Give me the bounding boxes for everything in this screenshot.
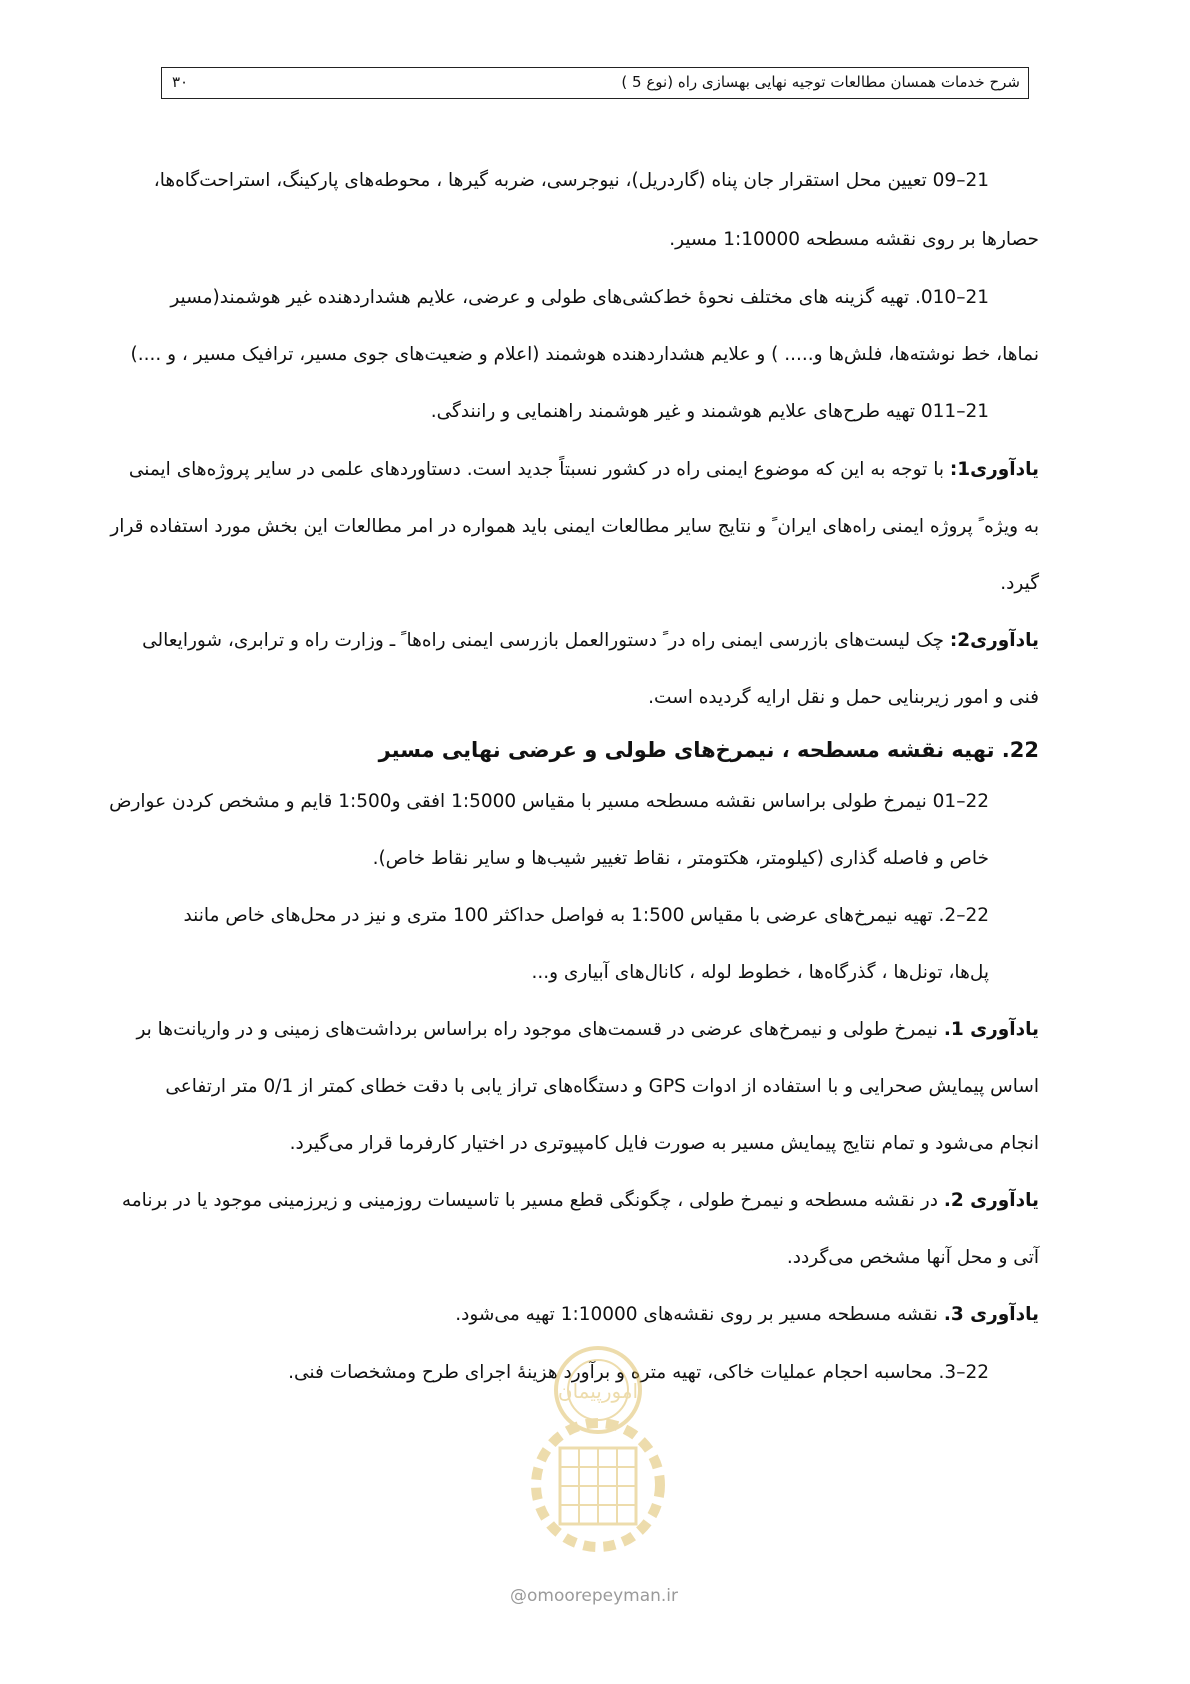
text-line: حصارها بر روی نقشه مسطحه 1:10000 مسیر. [669,229,1039,250]
text-line: انجام می‌شود و تمام نتایج پیمایش مسیر به صورت فایل کامپیوتری در اختیار کارفرما قرار می‌گیرد. [289,1133,1039,1154]
note-label: یادآوری1: [949,459,1039,480]
text-line [171,1300,1039,1330]
note-1 [110,455,1039,599]
text-line: فنی و امور زیربنایی حمل و نقل ارایه گردیده است. [648,687,1039,708]
text-line: پل‌ها، تونل‌ها ، گذرگاه‌ها ، خطوط لوله ، کانال‌های آبیاری و... [531,962,989,983]
note-text: نقشه مسطحه مسیر بر روی نقشه‌های 1:10000 تهیه می‌شود. [455,1304,944,1325]
note-2 [142,626,1039,713]
note-text: با توجه به این که موضوع ایمنی راه در کشور نسبتاً جدید است. دستاوردهای علمی در سایر پروژه‌های ایمنی [128,459,950,480]
page-body [109,166,1039,1388]
section-heading-22: 22. تهیه نقشه مسطحه ، نیمرخ‌های طولی و عرضی نهایی مسیر [378,738,1039,762]
note-label: یادآوری 1. [943,1019,1039,1040]
text-line [142,626,1039,656]
text-line: 21–011 تهیه طرح‌های علایم هوشمند و غیر هوشمند راهنمایی و رانندگی. [430,401,989,422]
paragraph-21-010 [130,283,1039,370]
note-text: در نقشه مسطحه و نیمرخ طولی ، چگونگی قطع مسیر با تاسیسات روزمینی و زیرزمینی موجود یا در برنامه [121,1190,944,1211]
text-line: نماها، خط نوشته‌ها، فلش‌ها و..... ) و علایم هشداردهنده هوشمند (اعلام و ضعیت‌های جوی مسیر، ترافیک مسیر ، و ....) [130,344,1039,365]
text-line: 22–01 نیمرخ طولی براساس نقشه مسطحه مسیر با مقیاس 1:5000 افقی و1:500 قایم و مشخص کردن عوارض [109,791,989,812]
text-line [121,1186,1039,1216]
text-line: به ویژه ً پروژه ایمنی راه‌های ایران ً و نتایج سایر مطالعات ایمنی باید همواره در امر مطالعات این بخش مورد استفاده قرار [110,516,1039,537]
paragraph-22-3: 22–3. محاسبه احجام عملیات خاکی، تهیه متره و برآورد هزینهٔ اجرای طرح ومشخصات فنی. [288,1362,989,1383]
text-line: 21–010. تهیه گزینه های مختلف نحوهٔ خط‌کشی‌های طولی و عرضی، علایم هشداردهنده غیر هوشمند(مسیر [170,287,989,308]
text-line: آتی و محل آنها مشخص می‌گردد. [786,1247,1039,1268]
note-text: چک لیست‌های بازرسی ایمنی راه در ً دستورالعمل بازرسی ایمنی راه‌ها ً ـ وزارت راه و ترابری، شورایعالی [142,630,950,651]
watermark-logo [498,1330,698,1600]
text-line: گیرد. [1000,573,1039,594]
note-22-3 [171,1300,1039,1330]
page-header [161,67,1029,99]
page-number: ۳۰ [172,73,189,91]
note-22-1 [136,1015,1039,1159]
note-22-2 [121,1186,1039,1273]
note-label: یادآوری 3. [943,1304,1039,1325]
note-label: یادآوری 2. [943,1190,1039,1211]
text-line [136,1015,1039,1045]
text-line [128,455,1039,485]
watermark-site: @omoorepeyman.ir [510,1586,679,1606]
document-title: شرح خدمات همسان مطالعات توجیه نهایی بهسازی راه (نوع 5 ) [621,73,1020,91]
text-line: اساس پیمایش صحرایی و با استفاده از ادوات GPS و دستگاه‌های تراز یابی با دقت خطای کمتر از 0/1 متر ارتفاعی [165,1076,1039,1097]
note-text: نیمرخ طولی و نیمرخ‌های عرضی در قسمت‌های موجود راه براساس برداشت‌های زمینی و در واریانت‌ها بر [136,1019,944,1040]
watermark-logo-text: امورپیمان [557,1379,639,1403]
text-line: 21–09 تعیین محل استقرار جان پناه (گاردریل)، نیوجرسی، ضربه گیرها ، محوطه‌های پارکینگ، استراحت‌گاه‌ها، [153,170,989,191]
text-line: 22–2. تهیه نیمرخ‌های عرضی با مقیاس 1:500 به فواصل حداکثر 100 متری و نیز در محل‌های خاص مانند [183,905,989,926]
note-label: یادآوری2: [949,630,1039,651]
text-line: خاص و فاصله گذاری (کیلومتر، هکتومتر ، نقاط تغییر شیب‌ها و سایر نقاط خاص). [372,848,989,869]
paragraph-22-2 [171,901,1039,988]
paragraph-22-01 [109,787,1039,874]
paragraph-21-09 [153,166,1039,196]
